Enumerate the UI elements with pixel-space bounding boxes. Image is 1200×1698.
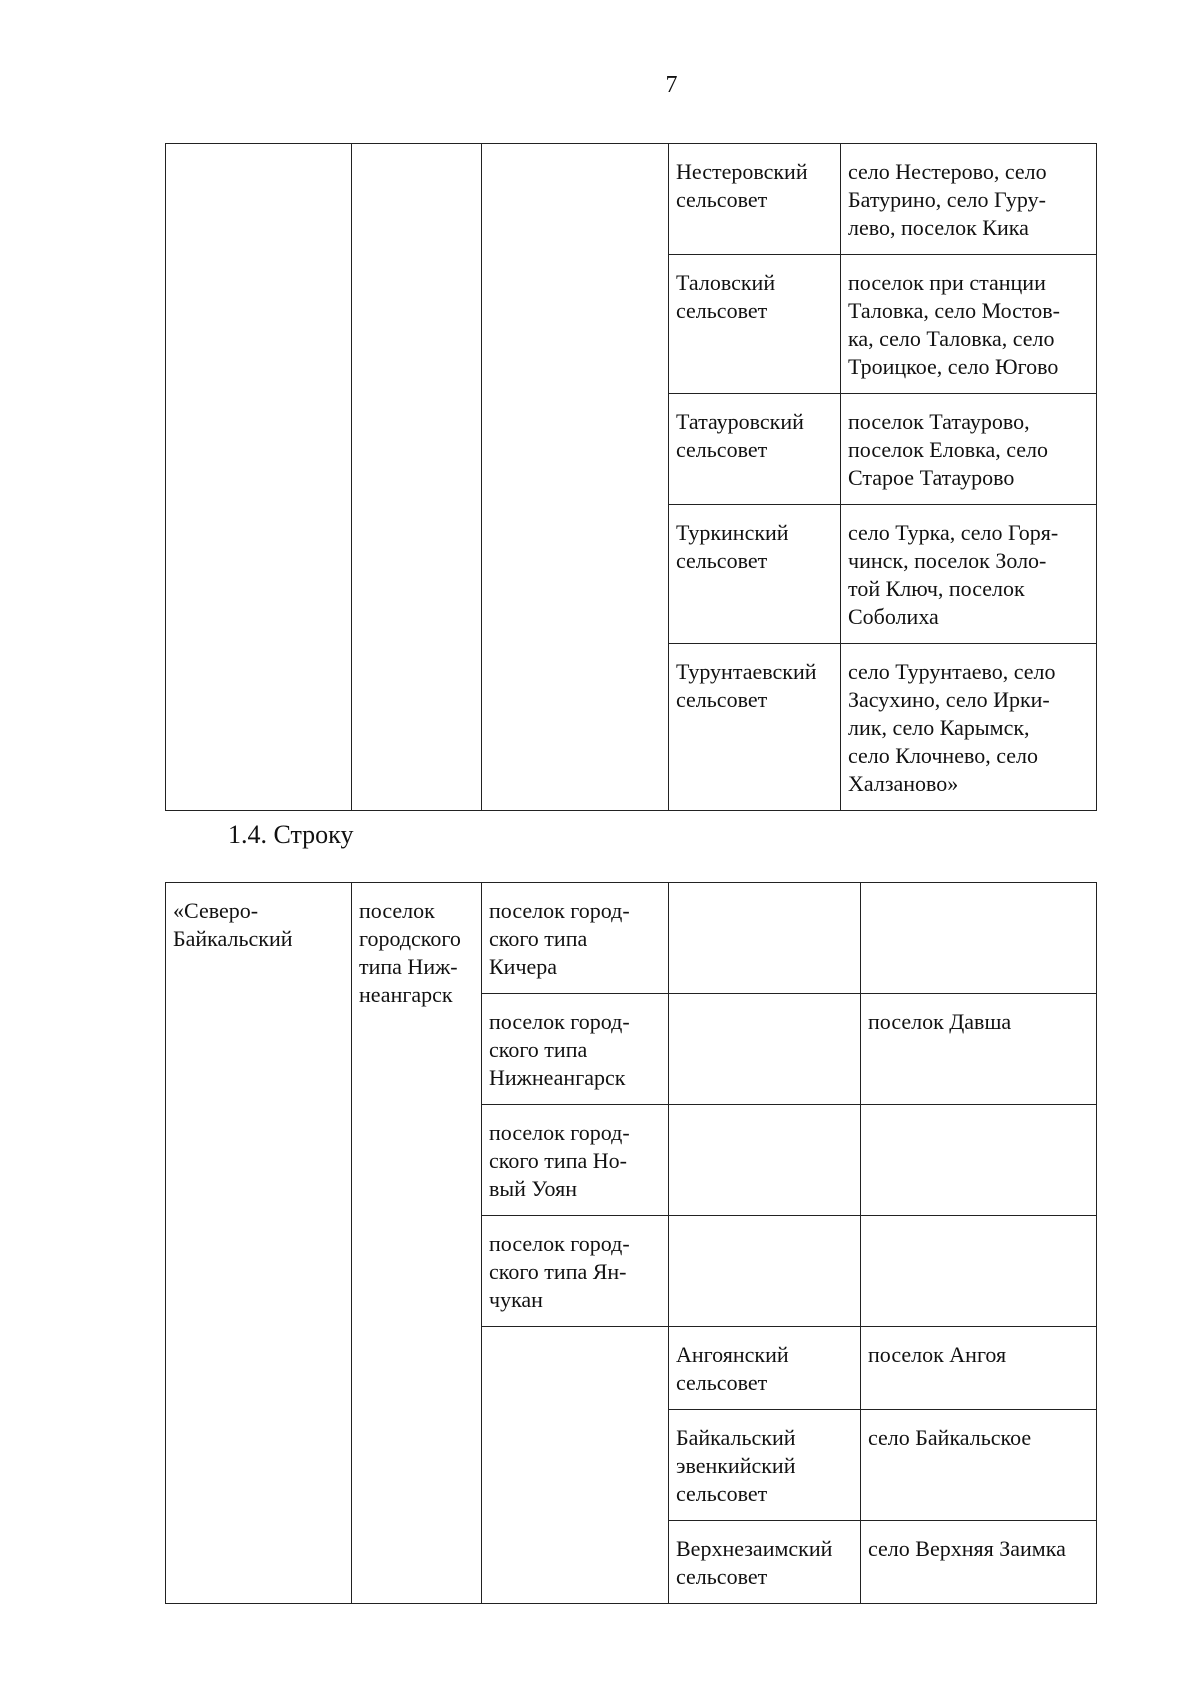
- urban-settlement-cell: поселок город- ского типа Ян- чукан: [482, 1216, 669, 1327]
- settlements-cell: село Нестерово, село Батурино, село Гуру- лево, поселок Кика: [841, 144, 1097, 255]
- council-cell: Туркинский сельсовет: [669, 505, 841, 644]
- district-cell: «Северо- Байкальский: [166, 883, 352, 1604]
- council-cell: Верхнезаимский сельсовет: [669, 1521, 861, 1604]
- district-cell: [166, 144, 352, 811]
- urban-settlement-cell: поселок город- ского типа Нижнеангарск: [482, 994, 669, 1105]
- council-cell: Нестеровский сельсовет: [669, 144, 841, 255]
- urban-settlement-cell: поселок город- ского типа Но- вый Уоян: [482, 1105, 669, 1216]
- page-number: 7: [665, 72, 678, 98]
- section-heading: 1.4. Строку: [228, 820, 354, 849]
- council-cell: [669, 1216, 861, 1327]
- settlements-cell: [861, 1216, 1097, 1327]
- settlements-cell: село Турка, село Горя- чинск, поселок Золо- той Ключ, поселок Соболиха: [841, 505, 1097, 644]
- council-cell: Ангоянский сельсовет: [669, 1327, 861, 1410]
- table-row: [166, 144, 1097, 255]
- council-cell: Турунтаевский сельсовет: [669, 644, 841, 811]
- severobaikalsky-table: [165, 882, 1097, 1604]
- table-row: [166, 883, 1097, 994]
- settlements-cell: [861, 1105, 1097, 1216]
- council-cell: [669, 994, 861, 1105]
- settlements-cell: поселок Татаурово, поселок Еловка, село Старое Татаурово: [841, 394, 1097, 505]
- settlements-cell: [861, 883, 1097, 994]
- admin-center-cell: [352, 144, 482, 811]
- urban-settlement-cell: [482, 144, 669, 811]
- council-cell: Байкальский эвенкийский сельсовет: [669, 1410, 861, 1521]
- council-cell: Таловский сельсовет: [669, 255, 841, 394]
- settlements-cell: село Верхняя Заимка: [861, 1521, 1097, 1604]
- settlements-table-continued: [165, 143, 1097, 811]
- settlements-cell: поселок при станции Таловка, село Мостов- ка, село Таловка, село Троицкое, село Югово: [841, 255, 1097, 394]
- urban-settlement-cell: [482, 1327, 669, 1604]
- settlements-cell: поселок Ангоя: [861, 1327, 1097, 1410]
- council-cell: Татауровский сельсовет: [669, 394, 841, 505]
- admin-center-cell: поселок городского типа Ниж- неангарск: [352, 883, 482, 1604]
- council-cell: [669, 883, 861, 994]
- settlements-cell: село Турунтаево, село Засухино, село Ирки- лик, село Карымск, село Клочнево, село Халзаново»: [841, 644, 1097, 811]
- settlements-cell: село Байкальское: [861, 1410, 1097, 1521]
- urban-settlement-cell: поселок город- ского типа Кичера: [482, 883, 669, 994]
- council-cell: [669, 1105, 861, 1216]
- settlements-cell: поселок Давша: [861, 994, 1097, 1105]
